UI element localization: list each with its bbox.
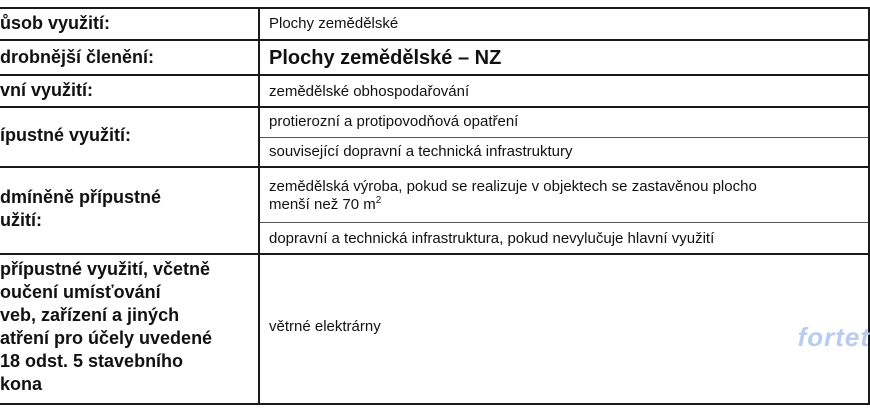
column-divider: [258, 7, 260, 405]
row-value-pripustne-1: protierozní a protipovodňová opatření: [269, 113, 519, 130]
row-label-nepripustne-line-2: oučení umísťování: [0, 282, 161, 302]
row-value-podminene-3: dopravní a technická infrastruktura, pokud nevylučuje hlavní využití: [269, 230, 715, 247]
superscript-two: 2: [375, 195, 382, 206]
row-divider: [0, 7, 870, 9]
row-value-podminene-2: [269, 196, 381, 214]
row-divider: [0, 106, 870, 108]
row-label-podrobnejsi-cleneni: drobnější členění:: [0, 47, 155, 67]
row-label-nepripustne-line-3: veb, zařízení a jiných: [0, 305, 180, 325]
row-divider: [0, 166, 870, 168]
row-value-nepripustne: větrné elektrárny: [269, 318, 381, 335]
sub-row-divider: [259, 222, 870, 223]
row-value-hlavni-vyuziti: zemědělské obhospodařování: [269, 83, 470, 100]
row-label-zpusob-vyuziti: ůsob využití:: [0, 13, 111, 33]
row-divider: [0, 74, 870, 76]
sub-row-divider: [259, 137, 870, 138]
row-divider: [0, 403, 870, 405]
row-value-podrobnejsi-cleneni: Plochy zemědělské – NZ: [269, 47, 502, 69]
row-divider: [0, 39, 870, 41]
row-value-pripustne-2: související dopravní a technická infrastruktury: [269, 143, 573, 160]
row-label-podminene-line-1: dmíněně přípustné: [0, 187, 162, 207]
row-label-pripustne-vyuziti: ípustné využití:: [0, 125, 132, 145]
row-value-podminene-1: zemědělská výroba, pokud se realizuje v objektech se zastavěnou plocho: [269, 178, 757, 195]
row-label-hlavni-vyuziti: vní využití:: [0, 80, 94, 100]
row-value-podminene-2-text: menší než 70 m: [269, 196, 376, 213]
row-label-nepripustne-line-6: kona: [0, 374, 43, 394]
row-label-podminene-line-2: užití:: [0, 210, 42, 230]
row-label-nepripustne-line-1: přípustné využití, včetně: [0, 259, 211, 279]
row-value-zpusob-vyuziti: Plochy zemědělské: [269, 15, 399, 32]
row-label-nepripustne-line-5: 18 odst. 5 stavebního: [0, 351, 184, 371]
row-label-nepripustne-line-4: atření pro účely uvedené: [0, 328, 213, 348]
fortet-watermark: fortet: [797, 322, 870, 352]
row-divider: [0, 253, 870, 255]
